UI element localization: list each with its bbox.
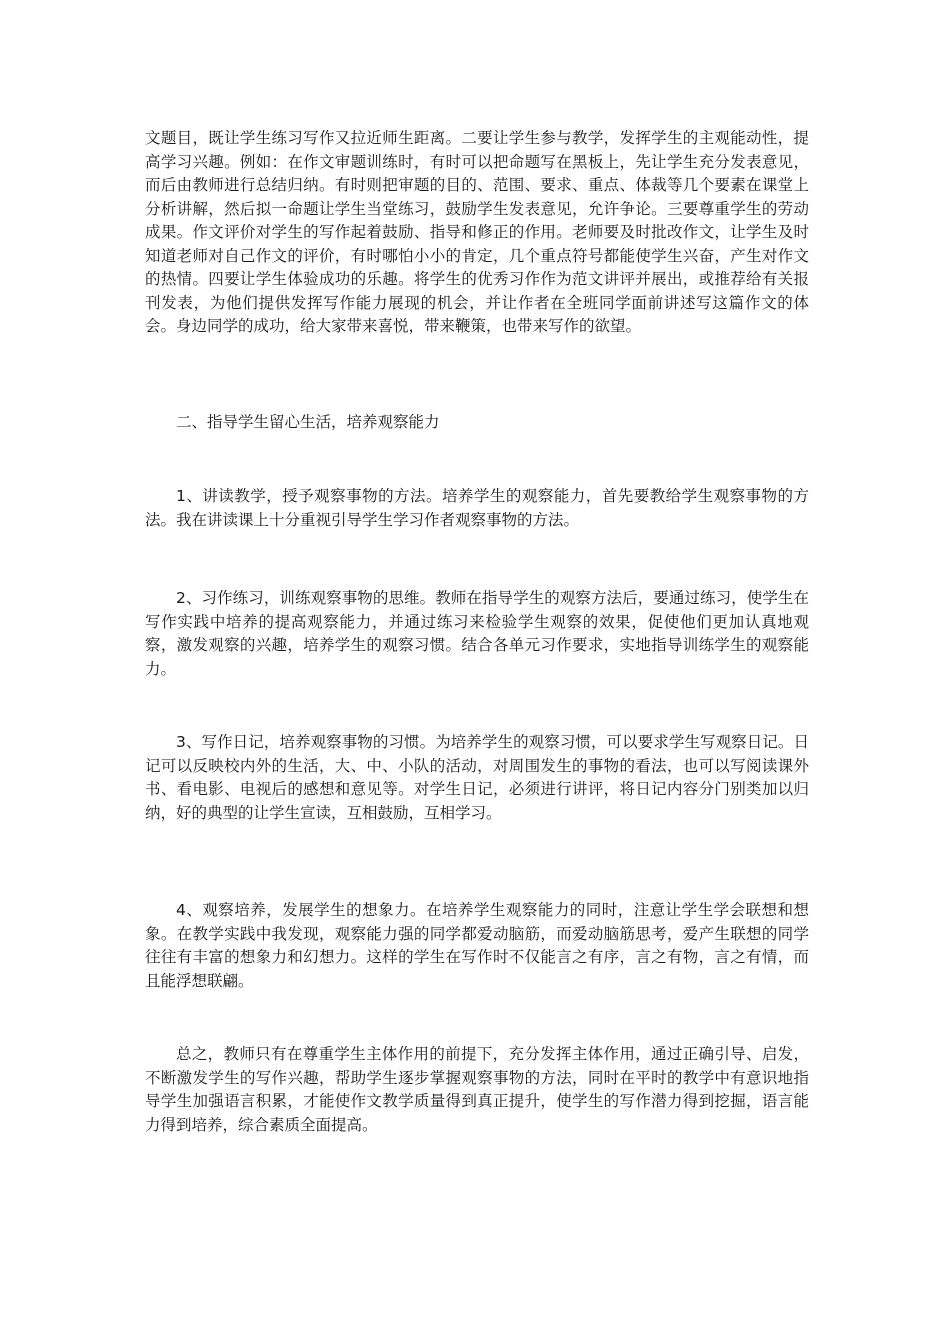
paragraph-item-4: 4、观察培养，发展学生的想象力。在培养学生观察能力的同时，注意让学生学会联想和想象。在教学实践中我发现，观察能力强的同学都爱动脑筋，而爱动脑筋思考，爱产生联想的同学往往有丰富的想象力和幻想力。这样的学生在写作时不仅能言之有序，言之有物，言之有情，而且能浮想联翩。 [145,901,809,990]
paragraph-conclusion: 总之，教师只有在尊重学生主体作用的前提下，充分发挥主体作用，通过正确引导、启发，不断激发学生的写作兴趣，帮助学生逐步掌握观察事物的方法，同时在平时的教学中有意识地指导学生加强语言积累，才能使作文教学质量得到真正提升，使学生的写作潜力得到挖掘，语言能力得到培养，综合素质全面提高。 [145,1045,809,1134]
paragraph-item-3: 3、写作日记，培养观察事物的习惯。为培养学生的观察习惯，可以要求学生写观察日记。日记可以反映校内外的生活，大、中、小队的活动，对周围发生的事物的看法，也可以写阅读课外书、看电影、电视后的感想和意见等。对学生日记，必须进行讲评，将日记内容分门别类加以归纳，好的典型的让学生宣读，互相鼓励，互相学习。 [145,733,809,822]
paragraph-continuation: 文题目，既让学生练习写作又拉近师生距离。二要让学生参与教学，发挥学生的主观能动性，提高学习兴趣。例如：在作文审题训练时，有时可以把命题写在黑板上，先让学生充分发表意见，而后由教师进行总结归纳。有时则把审题的目的、范围、要求、重点、体裁等几个要素在课堂上分析讲解，然后拟一命题让学生当堂练习，鼓励学生发表意见，允许争论。三要尊重学生的劳动成果。作文评价对学生的写作起着鼓励、指导和修正的作用。老师要及时批改作文，让学生及时知道老师对自己作文的评价，有时哪怕小小的肯定，几个重点符号都能使学生兴奋，产生对作文的热情。四要让学生体验成功的乐趣。将学生的优秀习作作为范文讲评并展出，或推荐给有关报刊发表，为他们提供发挥写作能力展现的机会，并让作者在全班同学面前讲述写这篇作文的体会。身边同学的成功，给大家带来喜悦，带来鞭策，也带来写作的欲望。 [145,129,809,335]
section-heading: 二、指导学生留心生活，培养观察能力 [176,413,440,431]
paragraph-item-1: 1、讲读教学，授予观察事物的方法。培养学生的观察能力，首先要教给学生观察事物的方法。我在讲读课上十分重视引导学生学习作者观察事物的方法。 [145,487,809,529]
paragraph-item-2: 2、习作练习，训练观察事物的思维。教师在指导学生的观察方法后，要通过练习，使学生在写作实践中培养的提高观察能力，并通过练习来检验学生观察的效果，促使他们更加认真地观察，激发观察的兴趣，培养学生的观察习惯。结合各单元习作要求，实地指导训练学生的观察能力。 [145,589,809,678]
